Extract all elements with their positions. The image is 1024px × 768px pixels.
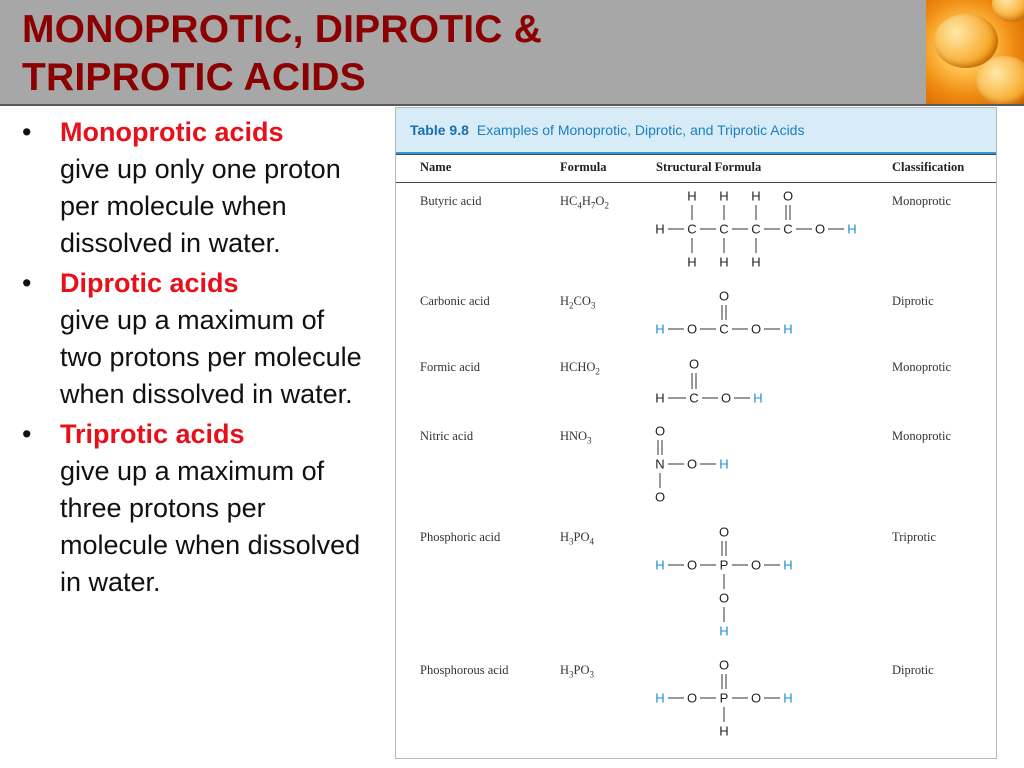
atom-label: H — [847, 221, 857, 237]
structural-formula — [646, 356, 886, 426]
slide-title-line: TRIPROTIC ACIDS — [22, 56, 366, 99]
column-header-structural-formula: Structural Formula — [656, 160, 762, 174]
atom-label: O — [686, 321, 698, 337]
table-rule — [396, 182, 996, 183]
atom-label: O — [750, 690, 762, 706]
atom-label: H — [655, 390, 665, 406]
atom-label: H — [751, 188, 761, 204]
row-name-cell: Butyric acid — [420, 194, 482, 208]
table-caption — [410, 122, 804, 138]
atom-label: C — [751, 221, 761, 237]
atom-label: C — [783, 221, 793, 237]
atom-label: O — [688, 356, 700, 372]
row-formula-cell: $H_2CO_3$ — [560, 294, 596, 311]
atom-label: H — [753, 390, 763, 406]
atom-label: C — [687, 221, 697, 237]
atom-label: O — [782, 188, 794, 204]
atom-label: O — [686, 456, 698, 472]
acid-table — [395, 107, 997, 759]
atom-label: H — [783, 321, 793, 337]
row-formula-cell: $H_3PO_4$ — [560, 530, 595, 547]
bullet-description: give up a maximum of three protons per molecule when dissolved in water. — [60, 456, 361, 597]
structural-formula — [646, 526, 886, 661]
row-name-cell: Nitric acid — [420, 429, 474, 443]
atom-label: O — [718, 288, 730, 304]
pills-image — [926, 0, 1024, 104]
column-header-name: Name — [420, 160, 452, 174]
title-divider — [0, 104, 1024, 106]
atom-label: O — [750, 321, 762, 337]
atom-label: O — [750, 557, 762, 573]
table-caption-band — [396, 108, 996, 154]
row-classification-cell: Triprotic — [892, 530, 936, 544]
atom-label: H — [719, 623, 729, 639]
table-rule — [396, 154, 996, 155]
structural-formula — [646, 190, 886, 290]
atom-label: C — [719, 221, 729, 237]
slide-title-line: MONOPROTIC, DIPROTIC & — [22, 8, 543, 51]
slide-title — [22, 6, 902, 102]
structural-formula — [646, 290, 886, 354]
atom-label: H — [687, 188, 697, 204]
atom-label: C — [689, 390, 699, 406]
bullet-description: give up only one proton per molecule when dissolved in water. — [60, 154, 341, 258]
atom-label: H — [783, 557, 793, 573]
atom-label: O — [814, 221, 826, 237]
structural-formula — [646, 659, 886, 754]
row-classification-cell: Diprotic — [892, 294, 934, 308]
row-classification-cell: Monoprotic — [892, 194, 952, 208]
atom-label: O — [718, 590, 730, 606]
bullet-description: give up a maximum of two protons per molecule when dissolved in water. — [60, 305, 362, 409]
atom-label: H — [655, 321, 665, 337]
atom-label: H — [719, 254, 729, 270]
bullet-marker: • — [22, 117, 32, 147]
pill-shape — [976, 56, 1024, 104]
row-classification-cell: Monoprotic — [892, 360, 952, 374]
bullet-item — [22, 114, 372, 262]
column-header-classification: Classification — [892, 160, 965, 174]
atom-label: H — [655, 690, 665, 706]
atom-label: O — [718, 657, 730, 673]
bullet-item — [22, 416, 372, 601]
atom-label: O — [718, 524, 730, 540]
row-formula-cell: $HC_4H_7O_2$ — [560, 194, 609, 211]
row-classification-cell: Diprotic — [892, 663, 934, 677]
atom-label: P — [719, 557, 729, 573]
row-name-cell: Phosphoric acid — [420, 530, 501, 544]
table-caption-text: Examples of Monoprotic, Diprotic, and Triprotic Acids — [476, 122, 805, 138]
atom-label: O — [654, 423, 666, 439]
title-bar — [0, 0, 1024, 104]
atom-label: C — [719, 321, 729, 337]
atom-label: P — [719, 690, 729, 706]
atom-label: H — [751, 254, 761, 270]
atom-label: H — [655, 557, 665, 573]
bullet-marker: • — [22, 268, 32, 298]
atom-label: O — [686, 690, 698, 706]
bullet-term: Triprotic acids — [60, 419, 245, 449]
row-formula-cell: $HNO_3$ — [560, 429, 592, 446]
atom-label: O — [654, 489, 666, 505]
atom-label: H — [655, 221, 665, 237]
bullet-marker: • — [22, 419, 32, 449]
table-number: Table 9.8 — [410, 122, 469, 138]
row-name-cell: Phosphorous acid — [420, 663, 509, 677]
atom-label: N — [655, 456, 665, 472]
pill-shape — [992, 0, 1024, 22]
bullet-item — [22, 265, 372, 413]
atom-label: H — [719, 188, 729, 204]
row-formula-cell: $H_3PO_3$ — [560, 663, 595, 680]
atom-label: H — [719, 456, 729, 472]
bullet-list — [22, 114, 372, 604]
atom-label: O — [720, 390, 732, 406]
atom-label: O — [686, 557, 698, 573]
row-formula-cell: $HCHO_2$ — [560, 360, 600, 377]
row-name-cell: Formic acid — [420, 360, 481, 374]
bullet-term: Diprotic acids — [60, 268, 239, 298]
bullet-term: Monoprotic acids — [60, 117, 284, 147]
column-header-formula: Formula — [560, 160, 607, 174]
atom-label: H — [783, 690, 793, 706]
structural-formula — [646, 425, 886, 527]
row-name-cell: Carbonic acid — [420, 294, 490, 308]
atom-label: H — [719, 723, 729, 739]
atom-label: H — [687, 254, 697, 270]
row-classification-cell: Monoprotic — [892, 429, 952, 443]
